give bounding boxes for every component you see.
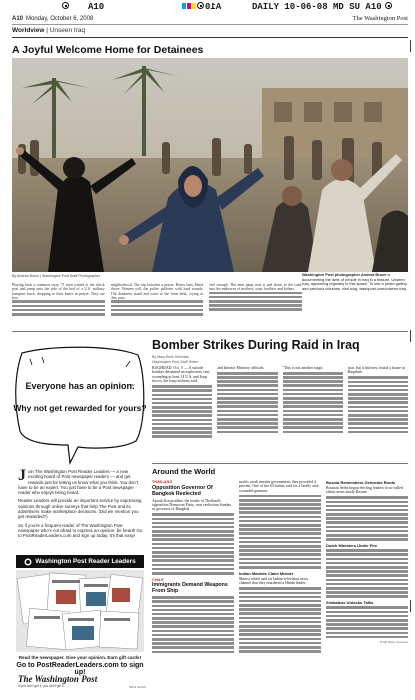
cyan-swatch	[182, 3, 186, 9]
section-name: Worldview	[12, 27, 45, 34]
story-quote: "This is not another tragic	[282, 366, 323, 370]
street-celebration-photo	[12, 58, 408, 272]
body-text-lines	[348, 376, 408, 433]
body-text-lines	[12, 300, 105, 315]
brief-subhead: Dutch Ministers Under Fire	[326, 543, 378, 549]
photo-illustration	[12, 58, 408, 272]
registration-mark-icon	[197, 2, 204, 9]
section-subtitle: Unseen Iraq	[49, 27, 86, 34]
around-world-briefs	[152, 480, 408, 690]
ad-cta-link[interactable]: Go to PostReaderLeaders.com to sign up!	[16, 662, 144, 676]
top-story-body	[12, 283, 302, 323]
brief-headline: Opposition Governor Of Bangkok Reelected	[152, 484, 213, 497]
body-lead: neighborhood. The trip between a prayer. Hours later, Haifa drove. Women yell, the police pullover with loud sounds. The detainees stand and wave to the front desk, crying as they pass.	[110, 283, 204, 301]
crop-mark	[410, 600, 411, 612]
page-folio	[12, 15, 408, 25]
ad-body-3: So if you're a frequent reader of The Washington Post newspaper who's not afraid to express an opinion, be heard! Go to PostReaderLeaders.com and sign up today. It's that easy!	[18, 522, 143, 539]
brief-column	[239, 480, 321, 690]
body-text-lines	[326, 606, 408, 638]
story-continuation: and Interior Ministry officials.	[217, 366, 265, 370]
brief-column	[152, 480, 234, 690]
ad-line-1: Everyone has an opinion.	[25, 381, 135, 391]
body-text-lines	[217, 372, 277, 433]
body-text-lines	[209, 292, 302, 311]
body-column	[152, 366, 212, 459]
body-lead: Playing back a common story, 71 men waited at the check post and jump onto the side of the bed of a U.S. military transport truck, dropping to their knees in prayer. They are free.	[12, 283, 105, 301]
caption-text: is documenting the lives of people in Iraq in a feature,	[302, 272, 391, 282]
body-column	[111, 283, 204, 323]
body-column	[283, 366, 343, 459]
press-slug	[0, 0, 415, 14]
brief-column	[326, 480, 408, 690]
brief-subhead: Bosnia Remembers Genocide Roots	[326, 480, 396, 485]
newspaper-collage-art	[16, 570, 144, 652]
body-column	[348, 366, 408, 459]
newspaper-name: The Washington Post	[352, 15, 408, 22]
crop-mark	[410, 40, 411, 52]
magenta-swatch	[187, 3, 191, 9]
yellow-swatch	[192, 3, 196, 9]
body-text-lines	[111, 300, 204, 315]
photo-credit: By Andrea Bruce | Washington Post Staff Photographer	[12, 274, 101, 278]
ad-banner-text: Washington Post Reader Leaders	[35, 558, 136, 565]
brief-kicker: CHILE	[152, 577, 164, 582]
ad-body-2: Reader Leaders will provide an important service by expressing opinions through online surveys that help The Post and its advertisers make marketplace decisions. (Did we mention you get rewarded?)	[18, 498, 142, 520]
bomber-story-body	[152, 366, 408, 459]
badge-icon	[24, 558, 32, 566]
drop-cap: J	[18, 467, 26, 484]
slug-mirror-code: A10	[205, 2, 222, 12]
caption-text-3: a photo gallery and previous columns, visit blog.	[302, 281, 408, 291]
brief-lead: Maoist rebels said on Indian television news channel that they murdered a Hindu leader.	[239, 577, 309, 586]
caption-bold: Washington Post photographer Andrea Bruce	[302, 272, 387, 277]
washington-post-logo: The Washington Post	[18, 674, 98, 684]
caption-text-2: Unseen Iraq, appearing regularly in this space. To see	[302, 276, 405, 287]
brief-subhead: Zimbabwe Unlocks Talks	[326, 600, 374, 606]
briefs-source: From News Services	[379, 640, 408, 645]
ad-body-1: oin The Washington Post Reader Leaders — a new exciting board of Post newspaper readers — and get rewards just for letting us know what you think. You don't have to be an expert. You just have to be a Post newspaper reader who enjoys being heard.	[18, 469, 138, 496]
bomber-headline: Bomber Strikes During Raid in Iraq	[152, 338, 360, 352]
body-lead: feel enough. The men jump over it and down to the road, into the embraces of mothers, sons, brothers and fathers.	[209, 283, 303, 292]
body-text-lines	[239, 587, 321, 652]
section-rule	[12, 331, 408, 332]
speech-bubble-art	[12, 345, 148, 467]
body-column	[217, 366, 277, 459]
crop-mark	[410, 330, 411, 342]
brief-lead: Bosnian Serbs began electing leaders in so-called ethnic areas inside Bosnia.	[326, 486, 403, 495]
ad-code: 8X11 3x10.5	[129, 685, 146, 689]
caption-text-4: washpost.com/unseen-iraq.	[359, 285, 407, 291]
byline-author: By Mary Beth Sheridan	[152, 355, 189, 359]
story-tail: tion, but it had now found a house in Baqubah.	[347, 366, 405, 375]
ad-body	[18, 469, 144, 542]
body-text-lines	[152, 596, 234, 653]
body-text-lines	[152, 513, 234, 574]
page-number: A10	[12, 16, 24, 22]
section-header	[12, 27, 408, 38]
body-column	[12, 283, 105, 323]
brief-kicker: THAILAND	[152, 480, 173, 484]
brief-headline: Immigrants Demand Weapons From Ship	[152, 582, 228, 595]
body-text-lines	[239, 495, 321, 569]
around-world-title: Around the World	[152, 467, 216, 476]
brief-lead: Apirak Kosayodhin, the leader of Thailand's opposition Democrat Party, won reelection Sunday as governor of Bangkok.	[152, 498, 232, 512]
body-text-lines	[152, 385, 212, 438]
byline-title: Washington Post Staff Writer	[152, 360, 199, 364]
section-separator: |	[46, 27, 50, 34]
story-lead: BAGHDAD, Oct. 5 — A suicide bomber detonated an explosives vest, wounding at least 14 U.S. and Iraqi forces, the Iraqi military said.	[152, 366, 211, 384]
body-column	[209, 283, 302, 323]
slug-left-code: A10	[88, 2, 105, 12]
ad-tagline: If you don't get it, you don't get it.	[18, 684, 65, 688]
registration-mark-icon	[62, 2, 69, 9]
section-rule	[152, 463, 408, 464]
ad-cta-small: Read the newspaper. Give your opinion. Earn gift cards!	[18, 655, 142, 660]
top-story-headline: A Joyful Welcome Home for Detainees	[12, 44, 204, 56]
reader-leaders-ad	[12, 345, 148, 690]
issue-date: Monday, October 6, 2008	[26, 16, 94, 22]
body-text-lines	[283, 372, 343, 433]
slug-right-code: DAILY 10-06-08 MD SU A10	[252, 2, 382, 12]
photo-caption	[302, 273, 408, 291]
brief-subhead: Indian Maoists Claim Murder	[239, 571, 294, 576]
ad-banner	[16, 555, 144, 568]
body-text-lines	[326, 549, 408, 598]
body-text-lines	[326, 496, 408, 540]
registration-mark-icon	[385, 2, 392, 9]
brief-lead: mala's weak interim government, they provided 4 percent. One of the 63 bodies said for a fatally shot wounded gunman.	[239, 480, 319, 493]
ad-line-2: Why not get rewarded for yours?	[13, 403, 147, 413]
